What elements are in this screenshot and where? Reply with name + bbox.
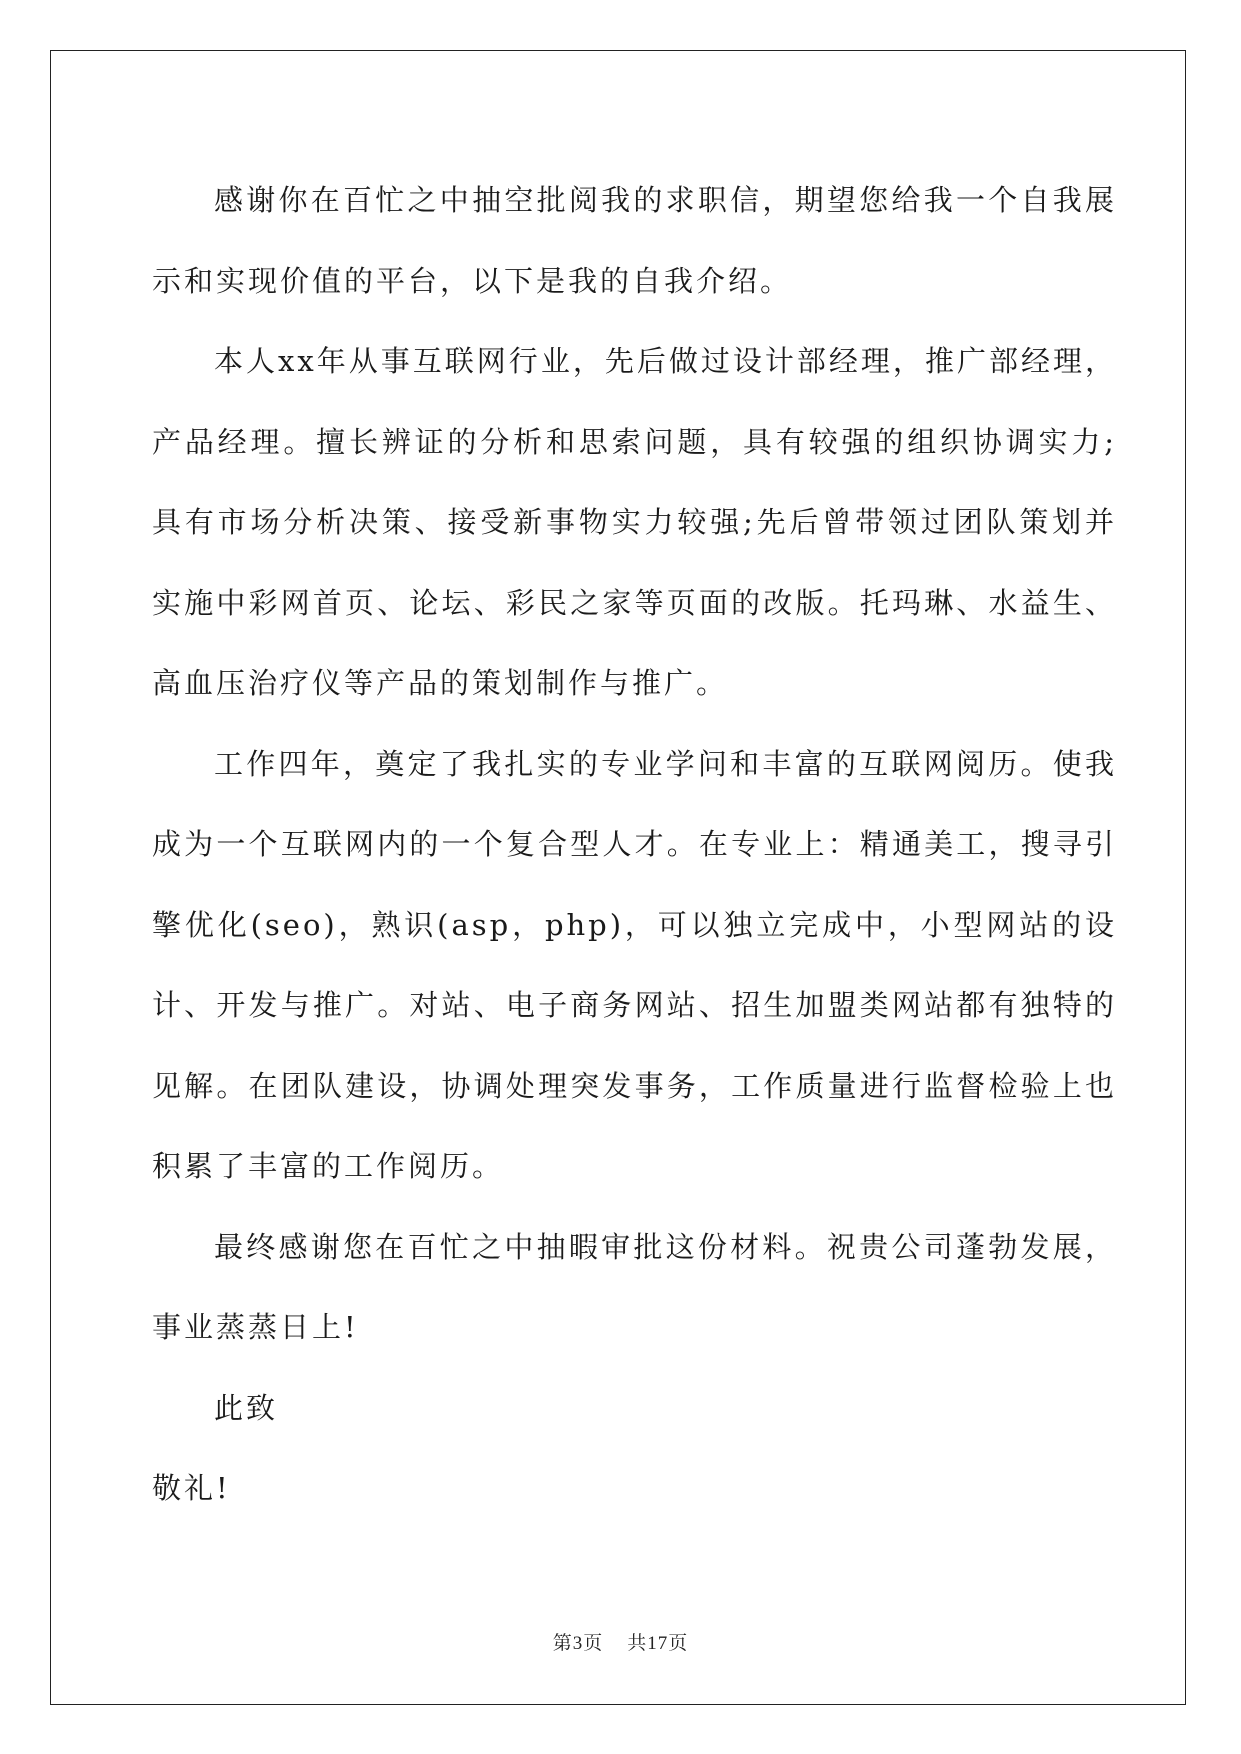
- page-total: 共17页: [627, 1633, 689, 1654]
- paragraph-skills: 工作四年，奠定了我扎实的专业学问和丰富的互联网阅历。使我成为一个互联网内的一个复合型人才。在专业上：精通美工，搜寻引擎优化(seo)，熟识(asp，php)，可以独立完成中，小型网站的设计、开发与推广。对站、电子商务网站、招生加盟类网站都有独特的见解。在团队建设，协调处理突发事务，工作质量进行监督检验上也积累了丰富的工作阅历。: [152, 746, 1117, 1183]
- closing-line: 此致: [214, 1390, 279, 1425]
- letter-body: [152, 160, 1117, 1529]
- page-footer: [0, 1628, 1241, 1655]
- page-number: 第3页: [552, 1633, 604, 1654]
- paragraph-thanks: 最终感谢您在百忙之中抽暇审批这份材料。祝贵公司蓬勃发展，事业蒸蒸日上!: [152, 1229, 1117, 1344]
- paragraph-experience: 本人xx年从事互联网行业，先后做过设计部经理，推广部经理，产品经理。擅长辨证的分析和思索问题，具有较强的组织协调实力;具有市场分析决策、接受新事物实力较强;先后曾带领过团队策划并实施中彩网首页、论坛、彩民之家等页面的改版。托玛琳、水益生、高血压治疗仪等产品的策划制作与推广。: [152, 344, 1117, 700]
- paragraph-intro: 感谢你在百忙之中抽空批阅我的求职信，期望您给我一个自我展示和实现价值的平台，以下是我的自我介绍。: [152, 183, 1117, 298]
- salutation-line: 敬礼!: [152, 1471, 231, 1505]
